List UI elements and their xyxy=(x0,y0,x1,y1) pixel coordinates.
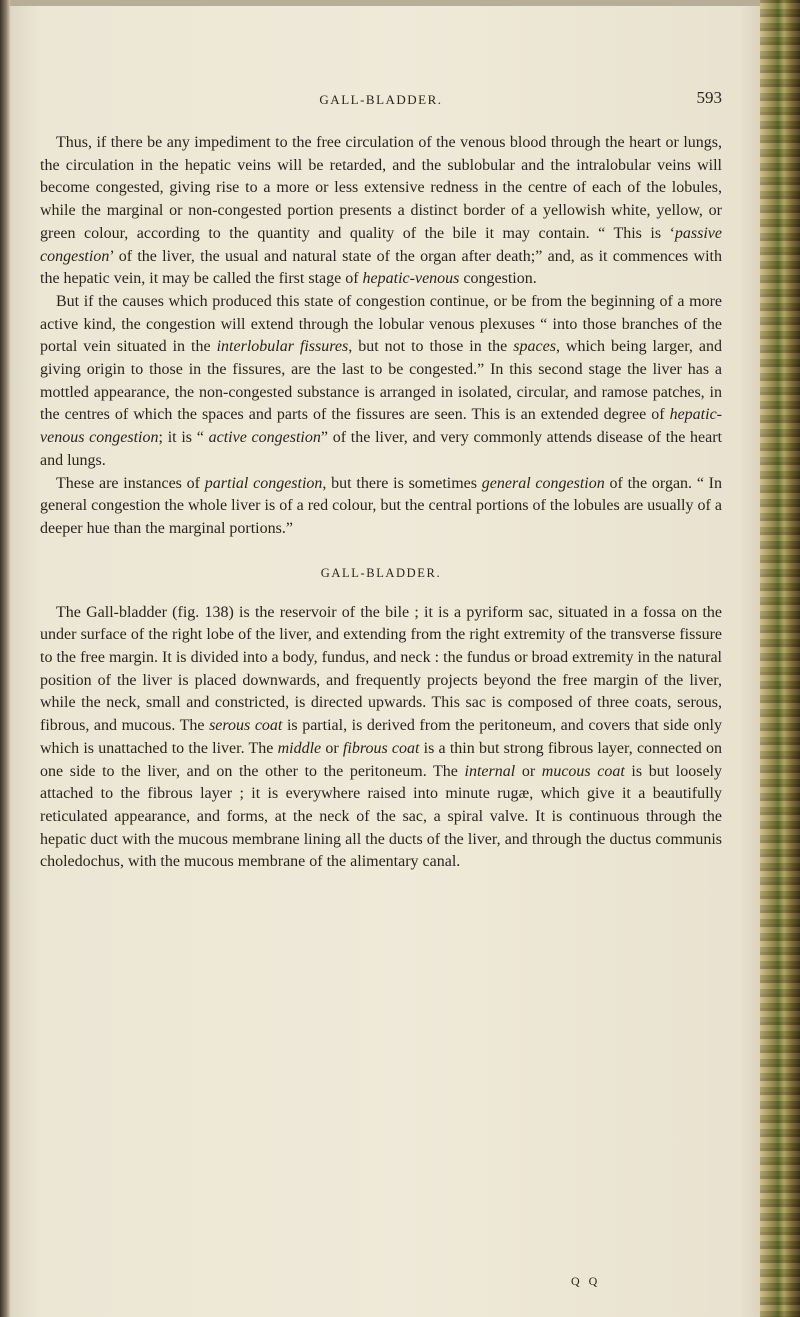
signature-mark: Q Q xyxy=(571,1274,601,1288)
paragraphs-section-2 xyxy=(40,602,722,874)
page-number: 593 xyxy=(696,88,722,107)
paragraph-text: congestion. xyxy=(459,270,537,288)
paragraph-text: is partial, is derived from the peritoneum, and covers that side only which is unattached to the liver. The xyxy=(40,717,723,757)
paragraph-text: ” of the liver, and very commonly attends disease of the heart and lungs. xyxy=(40,429,723,469)
paragraph-text: The Gall-bladder (fig. 138) is the reservoir of the bile ; it is a pyriform sac, situated in a fossa on the under surface of the right lobe of the liver, and extending from the right extremity of the transverse fissure to the free margin. It is divided into a body, fundus, and neck : the fundus or broad extremity in the natural position of the liver is placed downwards, and frequently projects beyond the free margin of the liver, while the neck, small and constricted, is directed upwards. This sac is composed of three coats, serous, fibrous, and mucous. The xyxy=(40,603,722,735)
paragraph xyxy=(40,132,722,291)
italic-text: active congestion xyxy=(208,429,321,447)
paragraph-text: ; it is “ xyxy=(158,429,209,447)
paragraph-text: , but not to those in the xyxy=(348,338,514,356)
paragraph-text: These are instances of xyxy=(56,474,205,492)
paragraph-text: or xyxy=(515,762,542,780)
italic-text: internal xyxy=(464,762,516,780)
italic-text: serous coat xyxy=(209,717,283,735)
paragraph xyxy=(40,473,722,541)
italic-text: hepatic-venous congestion xyxy=(40,406,722,447)
paragraph-text: or xyxy=(321,739,343,757)
italic-text: interlobular fissures xyxy=(216,338,349,356)
page-top-edge xyxy=(10,0,760,6)
italic-text: fibrous coat xyxy=(342,739,420,757)
section-heading: GALL-BLADDER. xyxy=(320,565,442,580)
paragraph-text: But if the causes which produced this state of congestion continue, or be from the beginning of a more active kind, the congestion will extend through the lobular venous plexuses “ into those branches of the portal vein situated in the xyxy=(40,292,722,356)
paragraph-text: of the organ. “ In general congestion the whole liver is of a red colour, but the central portions of the lobules are usually of a deeper hue than the marginal portions.” xyxy=(40,474,723,537)
paragraph-text: , but there is sometimes xyxy=(322,474,482,492)
book-edge xyxy=(760,0,800,1317)
italic-text: hepatic-venous xyxy=(362,270,460,288)
paragraph-text: ’ of the liver, the usual and natural state of the organ after death;” and, as it commences with the hepatic vein, it may be called the first stage of xyxy=(40,247,722,288)
italic-text: general congestion xyxy=(481,474,605,492)
italic-text: spaces xyxy=(513,338,556,356)
italic-text: mucous coat xyxy=(541,762,625,780)
page-header xyxy=(40,88,722,110)
paragraph-text: Thus, if there be any impediment to the free circulation of the venous blood through the heart or lungs, the circulation in the hepatic veins will be retarded, and the sublobular and the intralobular veins will become congested, giving rise to a more or less extensive redness in the centre of each of the lobules, while the marginal or non-congested portion presents a distinct border of a yellowish white, yellow, or green colour, according to the quantity and quality of the bile it may contain. “ This is ‘ xyxy=(40,134,722,242)
paragraph xyxy=(40,291,722,473)
paragraph-text: is but loosely attached to the fibrous layer ; it is everywhere raised into minute rugæ, which give it a beautifully reticulated appearance, and forms, at the neck of the sac, a spiral valve. It is continuous through the hepatic duct with the mucous membrane lining all the ducts of the liver, and through the ductus communis choledochus, with the mucous membrane of the alimentary canal. xyxy=(40,762,722,871)
paragraphs-section-1 xyxy=(40,132,722,541)
italic-text: passive congestion xyxy=(40,224,722,265)
italic-text: partial congestion xyxy=(204,474,323,492)
paragraph xyxy=(40,602,722,874)
paragraph-text: is a thin but strong fibrous layer, connected on one side to the liver, and on the other to the peritoneum. The xyxy=(40,739,723,780)
page-gutter-shadow xyxy=(0,0,10,1317)
body-text xyxy=(40,132,722,874)
italic-text: middle xyxy=(277,739,322,757)
paragraph-text: , which being larger, and giving origin to those in the fissures, are the last to be congested.” In this second stage the liver has a mottled appearance, the non-congested substance is arranged in isolated, circular, and ramose patches, in the centres of which the spaces and parts of the fissures are seen. This is an extended degree of xyxy=(40,338,723,424)
running-head: GALL-BLADDER. xyxy=(319,92,443,107)
